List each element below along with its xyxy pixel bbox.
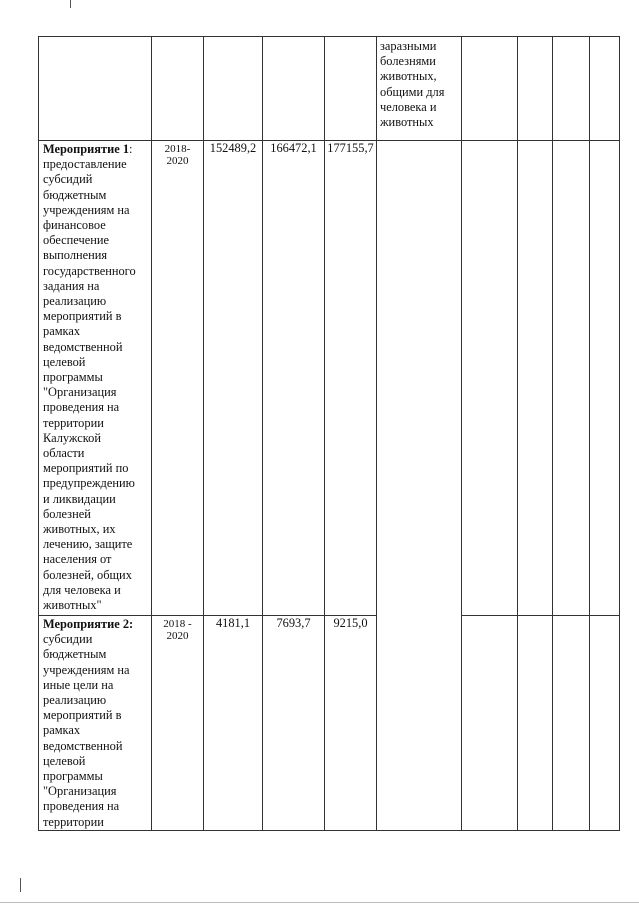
cell-value-2019: 166472,1 (263, 141, 325, 616)
cell-empty (518, 37, 553, 141)
cell-empty (462, 37, 518, 141)
measure-1-title-suffix: : (129, 142, 133, 156)
table-row-measure-1 (39, 141, 620, 616)
cell-years (152, 141, 204, 616)
scan-mark-bottom-left (20, 878, 21, 892)
cell-empty (204, 37, 263, 141)
cell-empty (462, 616, 518, 831)
measure-1-text (39, 141, 151, 613)
cell-empty (39, 37, 152, 141)
cell-measure-description (39, 616, 152, 831)
cell-empty (263, 37, 325, 141)
measure-2-description: субсидии бюджетным учреждениям на иные цели на реализацию мероприятий в рамках ведомственной целевой программы "Организация проведения на территории (43, 632, 130, 829)
cell-value-2018: 152489,2 (204, 141, 263, 616)
table-row-continuation (39, 37, 620, 141)
scan-mark-top (70, 0, 71, 8)
cell-empty (553, 37, 590, 141)
measure-2-text (39, 616, 151, 830)
measure-1-years: 2018- 2020 (164, 143, 191, 167)
cell-empty (590, 616, 620, 831)
cell-empty (325, 37, 377, 141)
measure-2-years: 2018 - 2020 (163, 618, 192, 642)
measure-1-title: Мероприятие 1 (43, 142, 130, 156)
scan-line-bottom (0, 902, 639, 903)
cell-value-2020: 9215,0 (325, 616, 377, 831)
cell-empty (152, 37, 204, 141)
measure-2-title: Мероприятие 2: (43, 617, 134, 631)
cell-value-2018: 4181,1 (204, 616, 263, 831)
cell-empty (518, 141, 553, 616)
cell-empty (462, 141, 518, 616)
cell-value-2019: 7693,7 (263, 616, 325, 831)
cell-empty (518, 616, 553, 831)
document-table (38, 36, 620, 831)
cell-merged-empty (377, 141, 462, 831)
measure-1-description: предоставление субсидий бюджетным учреждениям на финансовое обеспечение выполнения государственного задания на реализацию мероприятий в рамках ведомственной целевой программы "Организация проведения на территории Калужской области мероприятий по предупреждению и ликвидации болезней животных, их лечению, защите населения от болезней, общих для человека и животных" (43, 157, 136, 613)
cell-continuation (377, 37, 462, 141)
cell-empty (590, 37, 620, 141)
cell-years (152, 616, 204, 831)
cell-empty (553, 616, 590, 831)
cell-empty (590, 141, 620, 616)
table-row-measure-2 (39, 616, 620, 831)
cell-measure-description (39, 141, 152, 616)
cell-value-2020: 177155,7 (325, 141, 377, 616)
cell-empty (553, 141, 590, 616)
continuation-text: заразными болезнями животных, общими для человека и животных (380, 39, 445, 130)
